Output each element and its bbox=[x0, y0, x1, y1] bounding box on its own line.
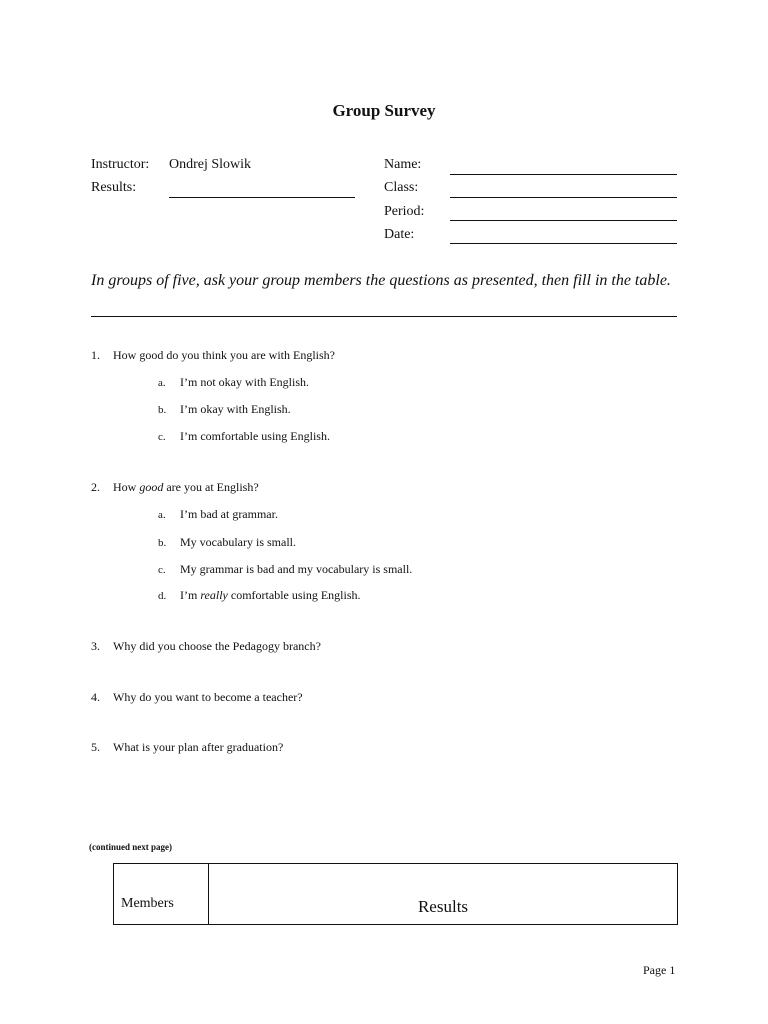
class-blank-line bbox=[450, 197, 677, 198]
question-2-option-b bbox=[158, 535, 296, 550]
option-text: I’m not okay with English. bbox=[180, 375, 309, 389]
question-number: 5. bbox=[91, 740, 100, 754]
option-text: I’m bad at grammar. bbox=[180, 507, 278, 521]
question-2 bbox=[91, 480, 259, 495]
results-table bbox=[113, 863, 678, 925]
continued-note: (continued next page) bbox=[89, 842, 172, 852]
instructor-label: Instructor: bbox=[91, 157, 150, 172]
results-header: Results bbox=[417, 897, 469, 916]
question-2-option-d bbox=[158, 588, 361, 603]
option-text: My vocabulary is small. bbox=[180, 535, 296, 549]
page-number: Page 1 bbox=[643, 963, 676, 977]
question-1-option-b bbox=[158, 402, 291, 417]
question-text-post: are you at English? bbox=[163, 480, 259, 494]
document-title: Group Survey bbox=[332, 101, 436, 120]
instructions-rule bbox=[91, 316, 677, 317]
date-blank-line bbox=[450, 243, 677, 244]
results-label: Results: bbox=[91, 180, 137, 195]
option-text: My grammar is bad and my vocabulary is small. bbox=[180, 562, 413, 576]
question-text: Why did you choose the Pedagogy branch? bbox=[113, 639, 321, 653]
option-letter: c. bbox=[158, 564, 166, 576]
question-text-emphasis: good bbox=[139, 480, 164, 494]
question-1-option-a bbox=[158, 375, 309, 390]
question-3 bbox=[91, 639, 321, 654]
option-letter: c. bbox=[158, 431, 166, 443]
option-letter: b. bbox=[158, 404, 167, 416]
date-label: Date: bbox=[384, 227, 415, 242]
members-header: Members bbox=[121, 896, 174, 911]
option-text: I’m okay with English. bbox=[180, 402, 291, 416]
question-4 bbox=[91, 690, 303, 705]
results-blank-line bbox=[169, 197, 355, 198]
question-text-pre: How bbox=[113, 480, 140, 494]
question-number: 2. bbox=[91, 480, 100, 494]
question-text: Why do you want to become a teacher? bbox=[113, 690, 303, 704]
option-letter: a. bbox=[158, 377, 166, 389]
question-text: What is your plan after graduation? bbox=[113, 740, 284, 754]
option-letter: a. bbox=[158, 509, 166, 521]
question-text: How good do you think you are with English? bbox=[113, 348, 335, 362]
name-blank-line bbox=[450, 174, 677, 175]
question-2-option-a bbox=[158, 507, 278, 522]
option-text-pre: I’m bbox=[180, 588, 201, 602]
option-text: I’m comfortable using English. bbox=[180, 429, 330, 443]
option-text-emphasis: really bbox=[200, 588, 228, 602]
period-blank-line bbox=[450, 220, 677, 221]
option-text-post: comfortable using English. bbox=[227, 588, 361, 602]
option-letter: b. bbox=[158, 537, 167, 549]
question-number: 1. bbox=[91, 348, 100, 362]
class-label: Class: bbox=[384, 180, 419, 195]
question-2-option-c bbox=[158, 562, 412, 577]
instructor-name: Ondrej Slowik bbox=[169, 157, 252, 172]
option-letter: d. bbox=[158, 590, 167, 602]
question-1 bbox=[91, 348, 335, 363]
name-label: Name: bbox=[384, 157, 422, 172]
question-number: 4. bbox=[91, 690, 100, 704]
question-1-option-c bbox=[158, 429, 330, 444]
instructions-text: In groups of five, ask your group members the questions as presented, then fill in the table. bbox=[91, 272, 671, 289]
question-number: 3. bbox=[91, 639, 100, 653]
question-5 bbox=[91, 740, 283, 755]
period-label: Period: bbox=[384, 204, 425, 219]
